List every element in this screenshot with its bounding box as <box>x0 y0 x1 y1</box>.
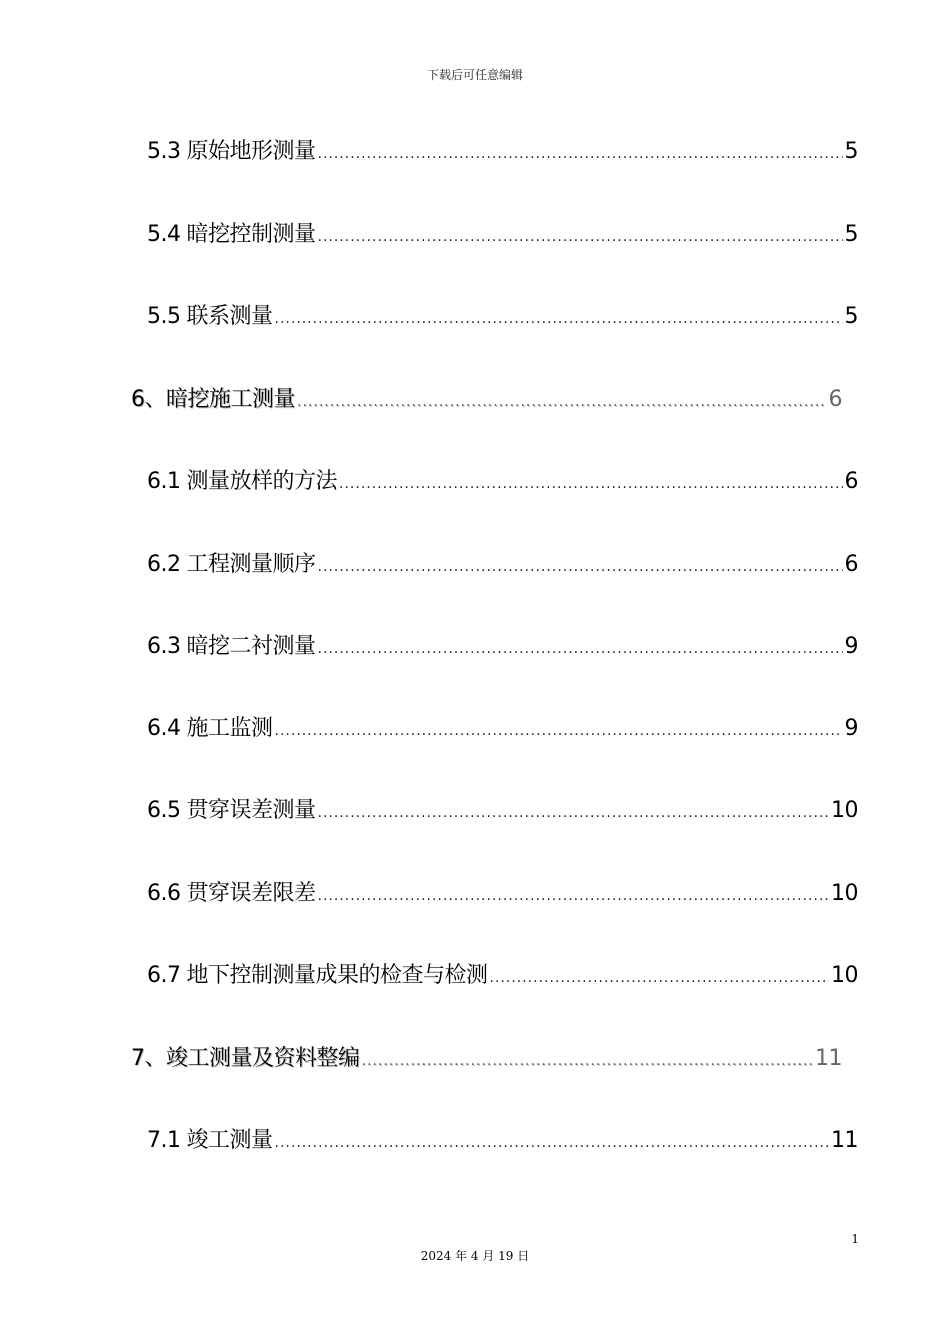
toc-entry-number: 5.5 <box>147 304 181 329</box>
toc-entry-title: 暗挖二衬测量 <box>186 634 316 659</box>
toc-chapter-entry[interactable] <box>131 382 842 412</box>
toc-entry-page: 6 <box>844 552 858 577</box>
toc-leader-dots <box>339 476 842 492</box>
toc-leader-dots <box>318 888 829 904</box>
toc-entry-title: 暗挖施工测量 <box>166 387 296 412</box>
toc-entry-title: 贯穿误差限差 <box>186 881 316 906</box>
toc-leader-dots <box>275 1135 829 1151</box>
toc-entry-page: 5 <box>844 222 858 247</box>
toc-leader-dots <box>362 1053 813 1069</box>
toc-entry-number: 5.3 <box>147 139 181 164</box>
toc-entry[interactable] <box>147 134 858 164</box>
toc-leader-dots <box>318 229 843 245</box>
toc-entry[interactable] <box>147 1123 858 1153</box>
toc-entry-number: 7.1 <box>147 1128 181 1153</box>
toc-entry-title: 竣工测量及资料整编 <box>166 1046 360 1071</box>
toc-entry-title: 原始地形测量 <box>186 139 316 164</box>
page-header: 下载后可任意编辑 <box>426 68 523 82</box>
toc-entry[interactable] <box>147 876 858 906</box>
toc-entry-page: 9 <box>844 716 858 741</box>
toc-leader-dots <box>318 641 843 657</box>
toc-entry-number: 6.7 <box>147 963 181 988</box>
toc-entry-number: 6.2 <box>147 552 181 577</box>
toc-entry-page: 5 <box>844 304 858 329</box>
toc-entry-title: 暗挖控制测量 <box>186 222 316 247</box>
toc-entry[interactable] <box>147 299 858 329</box>
toc-entry-number: 5.4 <box>147 222 181 247</box>
toc-entry[interactable] <box>147 711 858 741</box>
toc-entry-number: 6.3 <box>147 634 181 659</box>
toc-entry-title: 地下控制测量成果的检查与检测 <box>186 963 488 988</box>
toc-entry-number: 6、 <box>131 387 166 412</box>
toc-leader-dots <box>318 805 829 821</box>
toc-leader-dots <box>297 394 826 410</box>
toc-entry-page: 5 <box>844 139 858 164</box>
toc-entry-page: 10 <box>831 963 858 988</box>
toc-entry-page: 6 <box>844 469 858 494</box>
toc-entry-number: 7、 <box>131 1046 166 1071</box>
toc-entry-page: 10 <box>831 881 858 906</box>
toc-entry-title: 竣工测量 <box>186 1128 273 1153</box>
toc-entry-page: 9 <box>844 634 858 659</box>
toc-leader-dots <box>490 970 829 986</box>
toc-entry-page: 11 <box>815 1046 842 1071</box>
toc-entry-number: 6.6 <box>147 881 181 906</box>
toc-entry-title: 工程测量顺序 <box>186 552 316 577</box>
toc-entry[interactable] <box>147 793 858 823</box>
toc-entry-number: 6.1 <box>147 469 181 494</box>
toc-leader-dots <box>275 723 843 739</box>
toc-entry-number: 6.5 <box>147 798 181 823</box>
toc-leader-dots <box>318 559 843 575</box>
toc-leader-dots <box>318 146 843 162</box>
toc-leader-dots <box>275 311 843 327</box>
toc-entry-page: 11 <box>831 1128 858 1153</box>
toc-entry-title: 联系测量 <box>186 304 273 329</box>
toc-entry-page: 10 <box>831 798 858 823</box>
toc-entry[interactable] <box>147 464 858 494</box>
toc-entry-title: 测量放样的方法 <box>186 469 338 494</box>
toc-entry[interactable] <box>147 629 858 659</box>
toc-entry[interactable] <box>147 958 858 988</box>
toc-entry-number: 6.4 <box>147 716 181 741</box>
toc-entry-page: 6 <box>828 387 842 412</box>
toc-entry-title: 施工监测 <box>186 716 273 741</box>
page-number: 1 <box>851 1232 859 1246</box>
toc-entry[interactable] <box>147 217 858 247</box>
toc-entry[interactable] <box>147 547 858 577</box>
footer-date: 2024 年 4 月 19 日 <box>420 1249 530 1263</box>
toc-entry-title: 贯穿误差测量 <box>186 798 316 823</box>
toc-chapter-entry[interactable] <box>131 1041 842 1071</box>
